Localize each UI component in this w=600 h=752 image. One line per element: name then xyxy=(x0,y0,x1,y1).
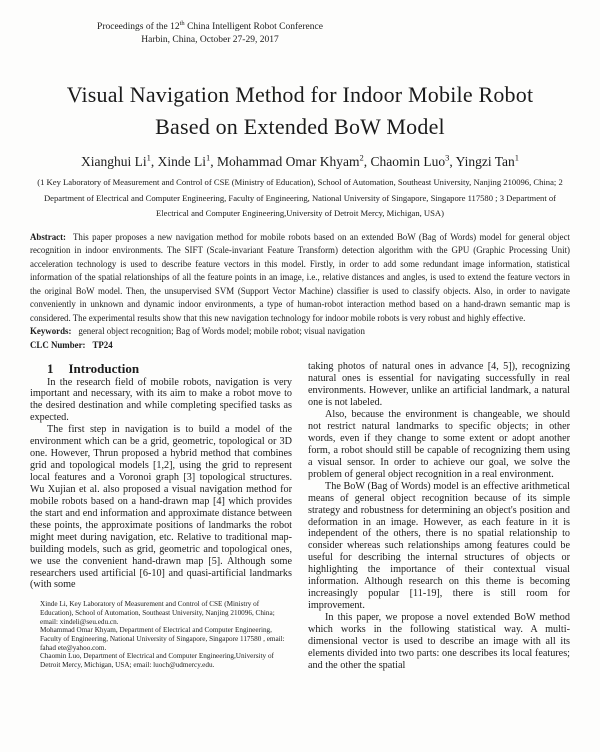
author-name: Mohammad Omar Khyam xyxy=(216,154,360,170)
author xyxy=(217,154,370,169)
author-name: Chaomin Luo xyxy=(370,154,446,170)
keywords xyxy=(30,325,570,339)
author-affiliation-superscript: 2 xyxy=(359,152,364,163)
two-column-body xyxy=(30,361,570,671)
ordinal-superscript: th xyxy=(179,20,185,27)
section-heading-introduction xyxy=(30,361,292,376)
affiliation-line: (1 Key Laboratory of Measurement and Control of CSE (Ministry of Education), School of Automation, Southeast University, Nanjing 210096, China; 2 Department of Electrical and Computer Engineering, Faculty of Engineering, National University of Singapore, Singapore 117580 ; 3 Department of Electrical and Computer Engineering,University of Detroit Mercy, Michigan, USA) xyxy=(37,177,563,219)
author-separator: , xyxy=(363,154,371,170)
author-separator: , xyxy=(150,154,158,170)
author-list xyxy=(30,153,570,171)
clc-value: TP24 xyxy=(92,339,113,350)
left-column xyxy=(30,361,292,671)
footnote: Mohammad Omar Khyam, Department of Electrical and Computer Engineering, Faculty of Engineering, National University of Singapore, Singapore 117580 , email: fahad ete@yahoo.com. xyxy=(40,626,285,652)
title-line-2: Based on Extended BoW Model xyxy=(155,113,445,139)
clc-number xyxy=(30,339,570,353)
author-name: Xinde Li xyxy=(157,154,206,170)
paragraph: In the research field of mobile robots, navigation is very important and necessary, with its aim to make a robot move to the desired destination and while completing specified tasks as expected. xyxy=(30,376,292,424)
author-affiliation-superscript: 3 xyxy=(445,152,450,163)
author-affiliation-superscript: 1 xyxy=(146,152,151,163)
abstract xyxy=(30,231,570,326)
author-affiliation-superscript: 1 xyxy=(205,152,211,163)
paragraph: The BoW (Bag of Words) model is an effective arithmetical means of general object recognition because of its simple strategy and robustness for determining an object's position and deformation in an image. However, as each feature in it is independent of the others, there is no spatial relationship to consider whereas such relationships among features could be useful for describing the internal structures of objects or highlighting the importance of their contextual visual information. Although research on this theme is becoming increasingly popular [11-19], there is still room for improvement. xyxy=(308,480,570,612)
conference-header xyxy=(30,20,390,46)
clc-label: CLC Number: xyxy=(30,339,86,350)
abstract-label: Abstract: xyxy=(30,231,66,242)
section-title: Introduction xyxy=(68,361,140,377)
right-column xyxy=(308,361,570,671)
author xyxy=(81,154,158,169)
author xyxy=(456,154,519,169)
conference-line-2: Harbin, China, October 27-29, 2017 xyxy=(141,34,279,45)
paragraph: Also, because the environment is changeable, we should not restrict natural landmarks to specific objects; in other words, even if they change to some extent or adopt another form, a robot should still be capable of recognizing them using a visual sensor. In order to achieve our goal, we solve the problem of general object recognition in a real environment. xyxy=(308,409,570,480)
paragraph: In this paper, we propose a novel extended BoW method which works in the following statistical way. A multi-dimensional vector is used to describe an image with all its elements divided into two parts: one describes its local features; and the other the spatial xyxy=(308,612,570,671)
footnote: Xinde Li, Key Laboratory of Measurement and Control of CSE (Ministry of Education), School of Automation, Southeast University, Nanjing 210096, China; email: xindeli@seu.edu.cn. xyxy=(40,600,275,626)
keywords-label: Keywords: xyxy=(30,326,72,337)
title-line-1: Visual Navigation Method for Indoor Mobile Robot xyxy=(66,81,534,107)
paragraph: taking photos of natural ones in advance [4, 5]), recognizing natural ones is essential for navigating successfully in real environments. However, unlike an artificial landmark, a natural one is not labeled. xyxy=(308,361,570,409)
author xyxy=(158,154,217,169)
author xyxy=(370,154,455,169)
section-number: 1 xyxy=(47,361,54,377)
conference-line-1-text: Proceedings of the 12 xyxy=(97,22,180,33)
paragraph: The first step in navigation is to build a model of the environment which can be a grid, geometric, topological or 3D one. However, Thrun proposed a hybrid method that combines grid and topological models [1,2], using the grid to represent local features and a Voronoi graph [3] topological structures. Wu Xujian et al. also proposed a visual navigation method for mobile robots based on a hand-drawn map [4] which provides the start and end information and approximate distance between these points, the approximate positions of landmarks the robot might meet during navigation, etc. Relative to traditional map-building models, such as grid, geometric and topological ones, we use the convenient hand-drawn map [5]. Although some researchers used artificial [6-10] and quasi-artificial landmarks (with some xyxy=(30,424,292,591)
author-separator: , xyxy=(449,154,456,170)
author-footnotes xyxy=(30,600,292,669)
conference-line-1-rest: China Intelligent Robot Conference xyxy=(184,22,323,33)
author-name: Xianghui Li xyxy=(80,154,147,170)
abstract-text: This paper proposes a new navigation method for mobile robots based on an extended BoW (Bag of Words) model for general object recognition in indoor environments. The SIFT (Scale-invariant Feature Transform) detection algorithm with the GPU (Graphic Processing Unit) acceleration technology is used to describe feature vectors in this model. Firstly, in order to add some redundant image information, statistical information of the spatial relationships of all the feature points in an image, i.e., relative distances and angles, is used to extend the feature vectors in the original BoW model. Then, the unsupervised SVM (Support Vector Machine) classifier is used to classify objects. Also, in order to navigate conveniently in unknown and dynamic indoor environments, a type of human-robot interaction method based on a hand-drawn semantic map is considered. The experimental results show that this new navigation technology for indoor mobile robots is very robust and highly effective. xyxy=(30,231,570,323)
conference-line-1 xyxy=(30,20,390,34)
author-affiliation-superscript: 1 xyxy=(514,152,520,163)
keywords-text: general object recognition; Bag of Words model; mobile robot; visual navigation xyxy=(78,326,365,337)
author-name: Yingzi Tan xyxy=(455,154,515,170)
footnote: Chaomin Luo, Department of Electrical and Computer Engineering,University of Detroit Mercy, Michigan, USA; email: luoch@udmercy.edu. xyxy=(40,652,274,669)
paper-title xyxy=(30,79,570,143)
author-separator: , xyxy=(210,154,217,170)
front-matter xyxy=(30,231,570,353)
